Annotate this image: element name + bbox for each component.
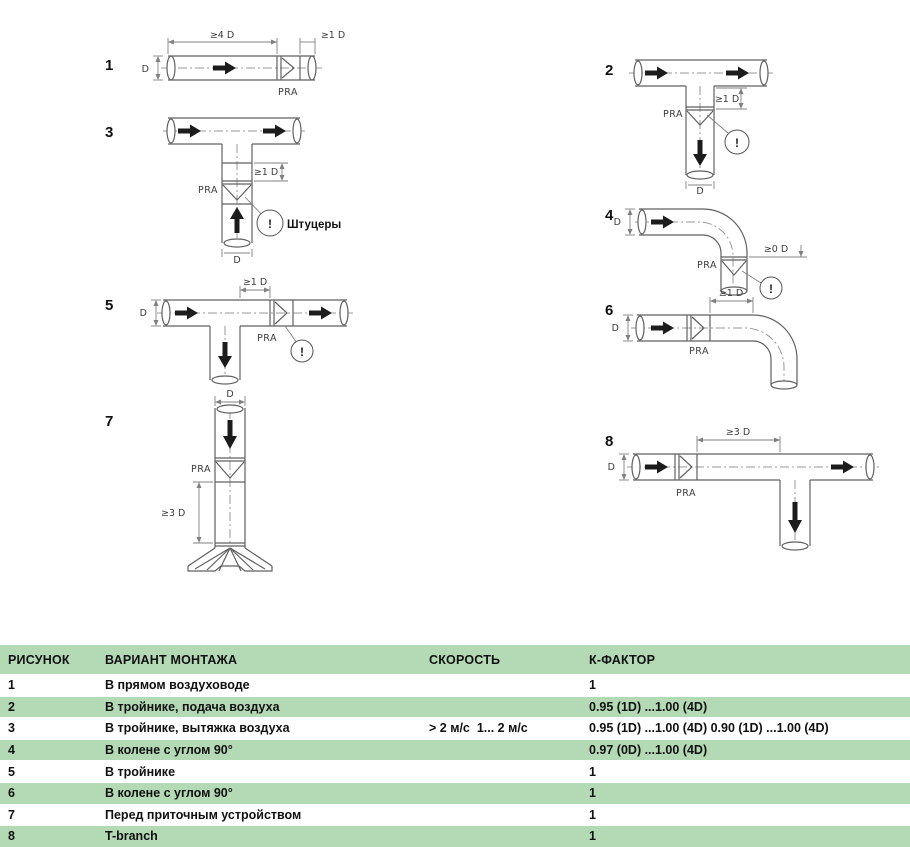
table-row (0, 674, 910, 696)
distance-dim-label: ≥1 D (253, 167, 279, 178)
figure-6-before-elbow (595, 283, 910, 398)
distance-dim-label: ≥1 D (718, 288, 744, 299)
flow-arrow-icon (223, 420, 237, 449)
table-row (0, 739, 910, 761)
cell-figure: 7 (8, 807, 15, 822)
duct-diameter-label: D (141, 64, 149, 75)
distance-dim-label: ≥0 D (763, 244, 789, 255)
table-row (0, 825, 910, 847)
warning-mark: ! (268, 217, 272, 231)
distance-dim-label: ≥4 D (209, 30, 235, 41)
cell-variant: T-branch (105, 829, 158, 844)
pra-label: PRA (663, 109, 683, 120)
flow-arrow-icon (726, 67, 749, 80)
distance-dim-label: ≥3 D (161, 508, 186, 519)
pra-label: PRA (198, 185, 218, 196)
flow-arrow-icon (213, 62, 236, 75)
flow-arrow-icon (218, 342, 232, 368)
cell-variant: В тройнике, вытяжка воздуха (105, 721, 290, 736)
cell-variant: В колене с углом 90° (105, 786, 233, 801)
col-header-variant: ВАРИАНТ МОНТАЖА (105, 652, 238, 667)
cell-figure: 4 (8, 743, 15, 758)
flow-arrow-icon (645, 461, 668, 474)
warning-mark: ! (735, 136, 739, 150)
figure-number: 7 (105, 413, 114, 430)
duct-diameter-label: D (226, 389, 234, 400)
cell-variant: В тройнике, подача воздуха (105, 699, 280, 714)
figure-number: 3 (105, 124, 114, 141)
flow-arrow-icon (651, 322, 674, 335)
cell-variant: В колене с углом 90° (105, 743, 233, 758)
figure-number: 6 (605, 302, 614, 319)
cell-figure: 6 (8, 786, 15, 801)
table-row (0, 782, 910, 804)
cell-kfactor: 1 (589, 829, 596, 844)
nozzles-note: Штуцеры (287, 219, 342, 231)
cell-variant: Перед приточным устройством (105, 807, 302, 822)
flow-arrow-icon (309, 307, 332, 320)
duct-diameter-label: D (613, 217, 621, 228)
figure-7-before-diffuser (95, 388, 345, 593)
pra-label: PRA (697, 260, 717, 271)
cell-figure: 1 (8, 678, 15, 693)
figure-3-tee-extract (95, 105, 395, 265)
cell-kfactor: 1 (589, 807, 596, 822)
cell-kfactor: 1 (589, 678, 596, 693)
flow-arrow-icon (178, 125, 201, 138)
pra-sensor-icon (722, 261, 746, 275)
cell-variant: В тройнике (105, 764, 176, 779)
table-row (0, 804, 910, 826)
table-row (0, 717, 910, 739)
duct-diameter-label: D (696, 186, 704, 195)
duct-diameter-label: D (233, 255, 241, 265)
flow-arrow-icon (788, 502, 802, 533)
duct-diameter-label: D (607, 462, 615, 473)
duct-diameter-label: D (611, 323, 619, 334)
figure-number: 4 (605, 207, 614, 224)
cell-figure: 2 (8, 699, 15, 714)
pra-label: PRA (257, 333, 277, 344)
cell-variant: В прямом воздуховоде (105, 678, 250, 693)
pra-label: PRA (191, 464, 211, 475)
col-header-kfactor: К-ФАКТОР (589, 652, 656, 667)
flow-arrow-icon (693, 140, 707, 166)
cell-kfactor: 0.97 (0D) ...1.00 (4D) (589, 743, 708, 758)
cell-kfactor: 0.95 (1D) ...1.00 (4D) 0.90 (1D) ...1.00 (4D) (589, 721, 829, 736)
table-header-row (0, 645, 910, 674)
flow-arrow-icon (651, 216, 674, 229)
flow-arrow-icon (645, 67, 668, 80)
pra-label: PRA (278, 87, 298, 98)
figure-2-tee-supply (595, 45, 910, 195)
cell-figure: 3 (8, 721, 15, 736)
figure-number: 1 (105, 57, 114, 74)
warning-mark: ! (300, 345, 304, 359)
pra-label: PRA (689, 346, 709, 357)
table-row (0, 696, 910, 718)
cell-kfactor: 0.95 (1D) ...1.00 (4D) (589, 699, 708, 714)
flow-arrow-icon (831, 461, 854, 474)
cell-kfactor: 1 (589, 786, 596, 801)
table-row (0, 760, 910, 782)
flow-arrow-icon (263, 125, 286, 138)
col-header-speed: СКОРОСТЬ (429, 652, 501, 667)
k-factor-table (0, 645, 910, 847)
figure-5-tee-main (95, 258, 395, 393)
pra-label: PRA (676, 488, 696, 499)
distance-dim-label: ≥1 D (320, 30, 346, 41)
cell-speed: > 2 м/с 1... 2 м/с (429, 721, 528, 736)
distance-dim-label: ≥1 D (242, 277, 268, 288)
duct-diameter-label: D (139, 308, 147, 319)
warning-mark: ! (769, 282, 773, 296)
distance-dim-label: ≥1 D (714, 94, 740, 105)
diffuser-icon (188, 548, 272, 571)
figure-number: 8 (605, 433, 614, 450)
flow-arrow-icon (230, 207, 244, 233)
distance-dim-label: ≥3 D (725, 427, 751, 438)
cell-kfactor: 1 (589, 764, 596, 779)
figure-8-t-branch (595, 418, 910, 568)
cell-figure: 8 (8, 829, 15, 844)
figure-number: 2 (605, 62, 614, 79)
cell-figure: 5 (8, 764, 15, 779)
flow-arrow-icon (175, 307, 198, 320)
figure-number: 5 (105, 297, 114, 314)
col-header-figure: РИСУНОК (8, 652, 70, 667)
table-body (0, 674, 910, 847)
